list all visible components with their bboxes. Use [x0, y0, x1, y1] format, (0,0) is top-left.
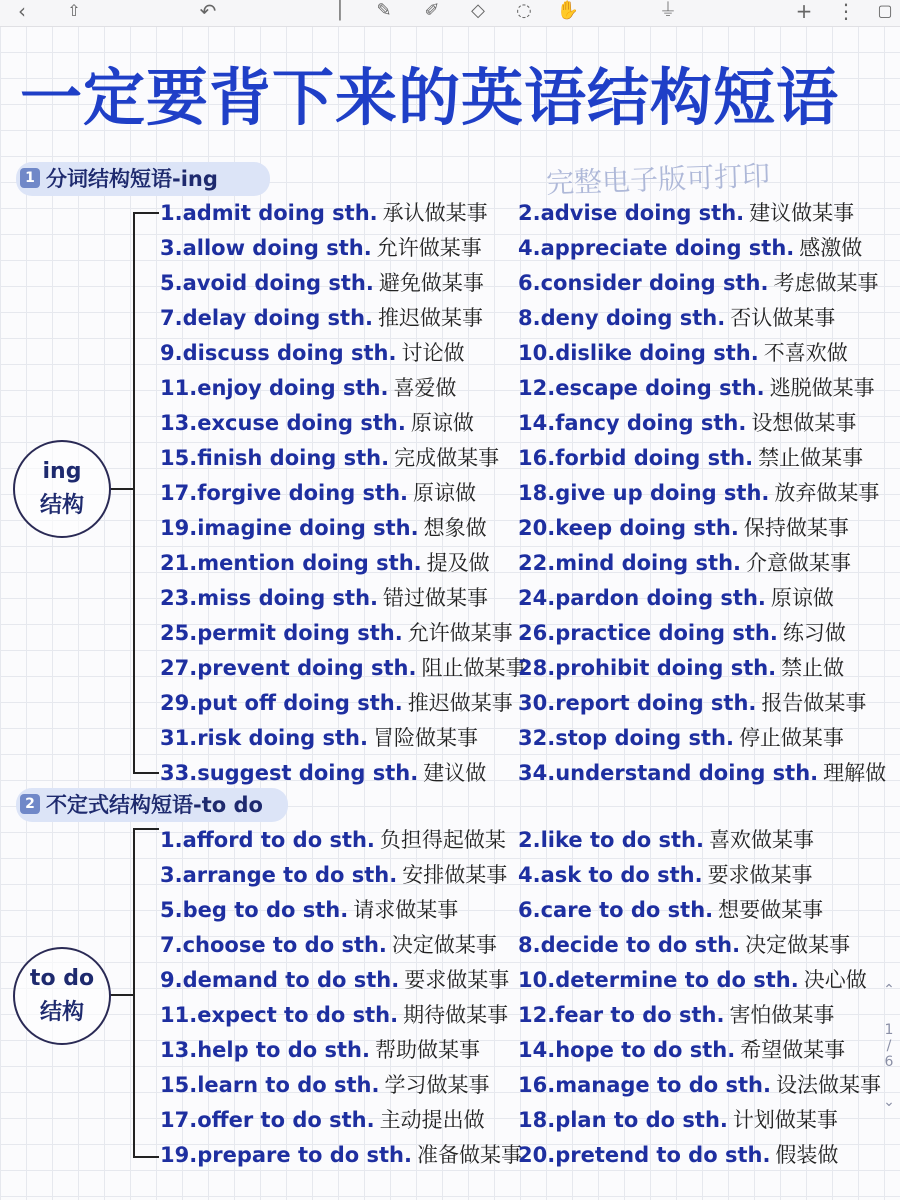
- phrase-english: 13.help to do sth.: [160, 1038, 370, 1062]
- phrase-chinese: 建议做某事: [749, 201, 855, 225]
- phrase-chinese: 期待做某事: [403, 1003, 509, 1027]
- phrase-english: 26.practice doing sth.: [518, 621, 778, 645]
- phrase-english: 4.ask to do sth.: [518, 863, 703, 887]
- phrase-english: 9.demand to do sth.: [160, 968, 400, 992]
- app-toolbar: [0, 0, 900, 27]
- phrase-english: 20.pretend to do sth.: [518, 1143, 771, 1167]
- phrase-chinese: 避免做某事: [378, 271, 484, 295]
- phrase-item: [160, 1138, 522, 1173]
- phrase-english: 17.offer to do sth.: [160, 1108, 375, 1132]
- phrase-english: 3.arrange to do sth.: [160, 863, 398, 887]
- phrase-item: [160, 301, 483, 336]
- bracket-connector: [110, 994, 134, 996]
- phrase-item: [160, 406, 474, 441]
- section-heading-text: 不定式结构短语-to do: [46, 793, 263, 817]
- phrase-english: 14.hope to do sth.: [518, 1038, 736, 1062]
- phrase-english: 6.consider doing sth.: [518, 271, 769, 295]
- back-icon[interactable]: ‹: [18, 0, 26, 23]
- phrase-chinese: 原谅做: [410, 411, 474, 435]
- section-number-badge: 1: [20, 168, 40, 188]
- phrase-item: [160, 441, 499, 476]
- lasso-select-icon[interactable]: ◌: [516, 0, 532, 21]
- phrase-item: [518, 441, 863, 476]
- hand-icon[interactable]: ✋: [556, 0, 580, 21]
- phrase-chinese: 推迟做某事: [378, 306, 484, 330]
- phrase-item: [160, 546, 490, 581]
- phrase-chinese: 要求做某事: [707, 863, 813, 887]
- phrase-chinese: 负担得起做某: [379, 828, 506, 852]
- phrase-item: [160, 858, 507, 893]
- phrase-chinese: 请求做某事: [353, 898, 459, 922]
- pages-icon[interactable]: ▢: [877, 1, 893, 20]
- phrase-english: 18.give up doing sth.: [518, 481, 770, 505]
- phrase-item: [160, 616, 513, 651]
- phrase-chinese: 介意做某事: [746, 551, 851, 575]
- phrase-chinese: 考虑做某事: [773, 271, 879, 295]
- phrase-english: 9.discuss doing sth.: [160, 341, 397, 365]
- phrase-chinese: 禁止做某事: [758, 446, 864, 470]
- phrase-english: 8.decide to do sth.: [518, 933, 741, 957]
- phrase-item: [160, 231, 482, 266]
- phrase-english: 12.escape doing sth.: [518, 376, 765, 400]
- phrase-item: [518, 231, 862, 266]
- phrase-chinese: 阻止做某事: [421, 656, 527, 680]
- phrase-chinese: 喜爱做: [393, 376, 457, 400]
- bracket-line: [133, 212, 159, 774]
- phrase-english: 7.delay doing sth.: [160, 306, 374, 330]
- share-icon[interactable]: ⇧: [67, 1, 81, 20]
- phrase-chinese: 要求做某事: [404, 968, 510, 992]
- phrase-item: [518, 963, 867, 998]
- phrase-item: [518, 1068, 881, 1103]
- phrase-item: [160, 1068, 489, 1103]
- phrase-item: [160, 371, 456, 406]
- phrase-english: 11.expect to do sth.: [160, 1003, 399, 1027]
- phrase-chinese: 原谅做: [413, 481, 477, 505]
- page-indicator: 1 / 6: [884, 1022, 894, 1070]
- to-do-phrase-list: [160, 823, 890, 1175]
- phrase-english: 1.afford to do sth.: [160, 828, 375, 852]
- phrase-item: [518, 406, 856, 441]
- phrase-chinese: 决定做某事: [391, 933, 497, 957]
- phrase-item: [518, 511, 849, 546]
- phrase-english: 2.like to do sth.: [518, 828, 704, 852]
- phrase-english: 19.prepare to do sth.: [160, 1143, 412, 1167]
- section-heading-ing: [16, 162, 270, 196]
- microphone-icon[interactable]: ⏚: [659, 0, 677, 21]
- highlighter-icon[interactable]: ✎: [376, 0, 392, 21]
- phrase-english: 20.keep doing sth.: [518, 516, 739, 540]
- phrase-item: [518, 893, 823, 928]
- phrase-chinese: 保持做某事: [743, 516, 849, 540]
- phrase-english: 30.report doing sth.: [518, 691, 757, 715]
- phrase-chinese: 提及做: [426, 551, 490, 575]
- phrase-item: [518, 546, 851, 581]
- phrase-item: [518, 998, 834, 1033]
- phrase-item: [518, 336, 848, 371]
- phrase-chinese: 计划做某事: [732, 1108, 838, 1132]
- phrase-item: [518, 756, 886, 791]
- undo-icon[interactable]: ↶: [199, 0, 217, 23]
- phrase-chinese: 禁止做: [781, 656, 845, 680]
- scroll-up-icon[interactable]: ⌃: [883, 982, 895, 998]
- phrase-chinese: 想象做: [423, 516, 487, 540]
- phrase-chinese: 放弃做某事: [774, 481, 880, 505]
- phrase-item: [160, 581, 488, 616]
- more-icon[interactable]: ⋮: [836, 0, 856, 23]
- phrase-english: 11.enjoy doing sth.: [160, 376, 389, 400]
- phrase-chinese: 允许做某事: [376, 236, 482, 260]
- phrase-chinese: 建议做: [423, 761, 487, 785]
- phrase-english: 6.care to do sth.: [518, 898, 714, 922]
- phrase-item: [160, 266, 484, 301]
- phrase-item: [160, 196, 488, 231]
- phrase-english: 2.advise doing sth.: [518, 201, 745, 225]
- phrase-item: [160, 651, 526, 686]
- phrase-english: 17.forgive doing sth.: [160, 481, 409, 505]
- phrase-item: [160, 1033, 480, 1068]
- phrase-chinese: 逃脱做某事: [769, 376, 875, 400]
- phrase-item: [518, 1138, 838, 1173]
- phrase-english: 1.admit doing sth.: [160, 201, 378, 225]
- phrase-chinese: 报告做某事: [761, 691, 867, 715]
- bracket-line: [133, 828, 159, 1158]
- phrase-english: 13.excuse doing sth.: [160, 411, 406, 435]
- phrase-item: [518, 858, 813, 893]
- phrase-english: 23.miss doing sth.: [160, 586, 379, 610]
- page-title: 一定要背下来的英语结构短语: [20, 61, 840, 134]
- phrase-item: [160, 336, 464, 371]
- phrase-chinese: 讨论做: [401, 341, 465, 365]
- phrase-item: [518, 1033, 845, 1068]
- phrase-english: 21.mention doing sth.: [160, 551, 422, 575]
- phrase-item: [518, 196, 854, 231]
- phrase-chinese: 原谅做: [770, 586, 834, 610]
- add-icon[interactable]: +: [795, 0, 813, 23]
- phrase-chinese: 不喜欢做: [763, 341, 848, 365]
- phrase-item: [518, 823, 814, 858]
- phrase-english: 5.avoid doing sth.: [160, 271, 374, 295]
- phrase-item: [160, 823, 506, 858]
- phrase-chinese: 完成做某事: [394, 446, 500, 470]
- phrase-item: [518, 266, 878, 301]
- phrase-chinese: 准备做某事: [416, 1143, 522, 1167]
- phrase-english: 32.stop doing sth.: [518, 726, 734, 750]
- circle-to-do-structure: to do 结构: [13, 947, 111, 1045]
- phrase-chinese: 错过做某事: [383, 586, 489, 610]
- phrase-english: 8.deny doing sth.: [518, 306, 726, 330]
- phrase-chinese: 否认做某事: [730, 306, 836, 330]
- phrase-chinese: 决心做: [803, 968, 867, 992]
- phrase-item: [518, 301, 835, 336]
- phrase-chinese: 主动提出做: [379, 1108, 485, 1132]
- phrase-english: 15.finish doing sth.: [160, 446, 390, 470]
- phrase-chinese: 假装做: [775, 1143, 839, 1167]
- phrase-english: 33.suggest doing sth.: [160, 761, 419, 785]
- scroll-down-icon[interactable]: ⌄: [883, 1094, 895, 1110]
- phrase-item: [518, 476, 879, 511]
- phrase-english: 5.beg to do sth.: [160, 898, 349, 922]
- phrase-english: 25.permit doing sth.: [160, 621, 403, 645]
- phrase-english: 14.fancy doing sth.: [518, 411, 747, 435]
- phrase-item: [518, 721, 844, 756]
- phrase-chinese: 感激做: [799, 236, 863, 260]
- bracket-connector: [110, 488, 134, 490]
- eraser-icon[interactable]: ✐: [424, 0, 440, 21]
- phrase-english: 3.allow doing sth.: [160, 236, 372, 260]
- phrase-chinese: 决定做某事: [745, 933, 851, 957]
- phrase-item: [518, 371, 875, 406]
- phrase-item: [518, 616, 846, 651]
- phrase-item: [160, 511, 487, 546]
- phrase-item: [160, 998, 508, 1033]
- phrase-item: [518, 928, 850, 963]
- phrase-chinese: 允许做某事: [407, 621, 513, 645]
- phrase-chinese: 练习做: [782, 621, 846, 645]
- phrase-item: [160, 476, 476, 511]
- phrase-item: [160, 686, 513, 721]
- phrase-item: [160, 721, 478, 756]
- circle-ing-structure: ing 结构: [13, 440, 111, 538]
- phrase-english: 10.dislike doing sth.: [518, 341, 759, 365]
- phrase-chinese: 害怕做某事: [729, 1003, 835, 1027]
- phrase-item: [518, 1103, 838, 1138]
- phrase-chinese: 承认做某事: [382, 201, 488, 225]
- phrase-english: 29.put off doing sth.: [160, 691, 403, 715]
- phrase-english: 24.pardon doing sth.: [518, 586, 766, 610]
- phrase-item: [160, 963, 509, 998]
- phrase-english: 34.understand doing sth.: [518, 761, 819, 785]
- ing-phrase-list: [160, 196, 890, 791]
- section-heading-text: 分词结构短语-ing: [46, 167, 218, 191]
- section-heading-to-do: [16, 788, 288, 822]
- pen-icon[interactable]: │: [334, 0, 346, 21]
- phrase-english: 7.choose to do sth.: [160, 933, 387, 957]
- phrase-chinese: 喜欢做某事: [708, 828, 814, 852]
- phrase-chinese: 希望做某事: [740, 1038, 846, 1062]
- phrase-english: 22.mind doing sth.: [518, 551, 741, 575]
- phrase-item: [160, 756, 486, 791]
- phrase-english: 10.determine to do sth.: [518, 968, 799, 992]
- phrase-english: 31.risk doing sth.: [160, 726, 368, 750]
- phrase-chinese: 推迟做某事: [407, 691, 513, 715]
- phrase-english: 27.prevent doing sth.: [160, 656, 417, 680]
- watermark: 完整电子版可打印: [545, 159, 771, 200]
- phrase-item: [160, 928, 497, 963]
- phrase-item: [160, 1103, 485, 1138]
- phrase-chinese: 想要做某事: [718, 898, 824, 922]
- phrase-chinese: 停止做某事: [738, 726, 844, 750]
- phrase-english: 12.fear to do sth.: [518, 1003, 725, 1027]
- phrase-english: 18.plan to do sth.: [518, 1108, 728, 1132]
- phrase-chinese: 帮助做某事: [374, 1038, 480, 1062]
- lasso-icon[interactable]: ◇: [471, 0, 485, 21]
- phrase-item: [518, 651, 844, 686]
- phrase-item: [518, 686, 866, 721]
- phrase-chinese: 理解做: [823, 761, 887, 785]
- phrase-english: 15.learn to do sth.: [160, 1073, 380, 1097]
- phrase-chinese: 学习做某事: [384, 1073, 490, 1097]
- phrase-chinese: 设法做某事: [775, 1073, 881, 1097]
- section-number-badge: 2: [20, 794, 40, 814]
- phrase-chinese: 安排做某事: [402, 863, 508, 887]
- phrase-english: 28.prohibit doing sth.: [518, 656, 777, 680]
- phrase-english: 16.manage to do sth.: [518, 1073, 771, 1097]
- phrase-item: [160, 893, 458, 928]
- phrase-item: [518, 581, 834, 616]
- phrase-english: 19.imagine doing sth.: [160, 516, 419, 540]
- phrase-english: 16.forbid doing sth.: [518, 446, 754, 470]
- phrase-chinese: 设想做某事: [751, 411, 857, 435]
- phrase-chinese: 冒险做某事: [372, 726, 478, 750]
- phrase-english: 4.appreciate doing sth.: [518, 236, 795, 260]
